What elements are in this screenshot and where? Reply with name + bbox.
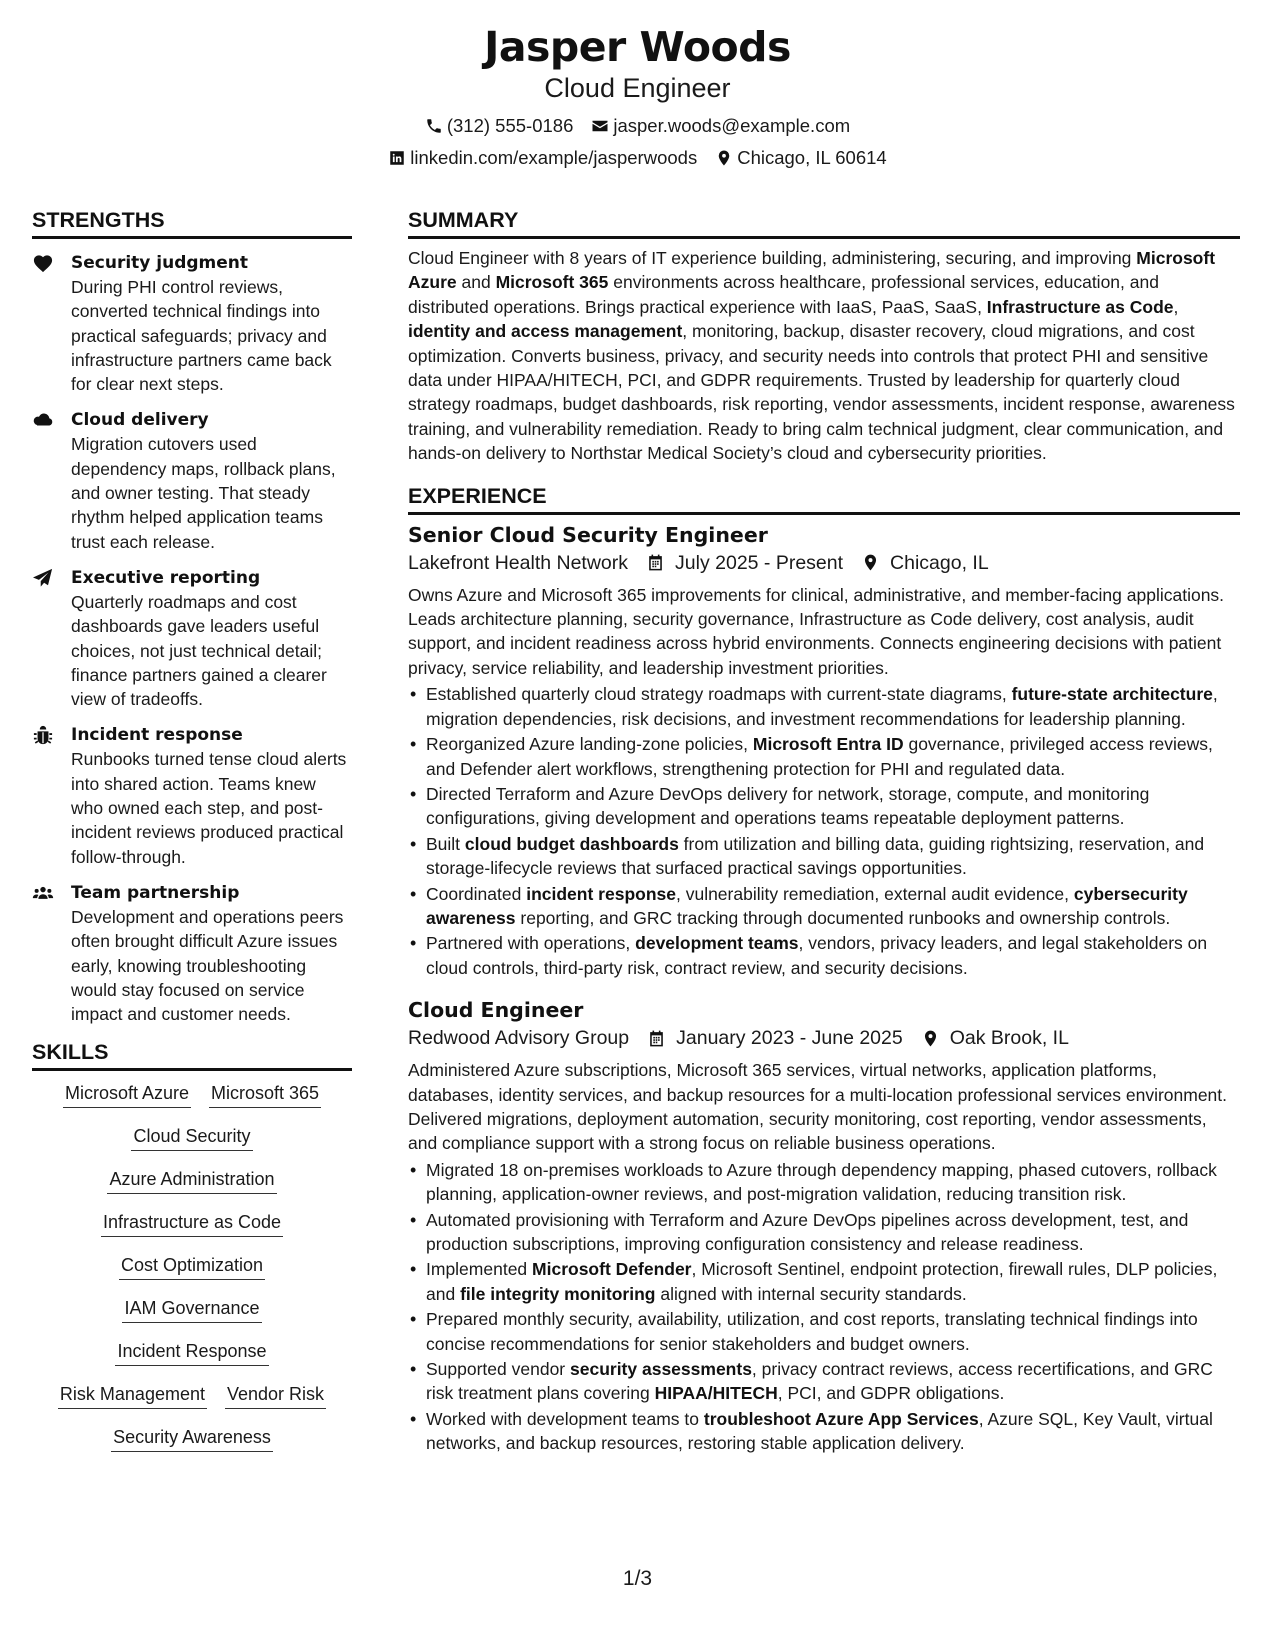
skill-tag: Infrastructure as Code	[101, 1210, 283, 1237]
skill-tag: IAM Governance	[122, 1296, 261, 1323]
strength-item	[32, 881, 352, 1026]
skill-tag: Risk Management	[58, 1382, 207, 1409]
strength-description: Migration cutovers used dependency maps, rollback plans, and owner testing. That steady rhythm helped application teams trust each release.	[71, 434, 336, 552]
left-column	[32, 206, 352, 1468]
job-title: Cloud Engineer	[408, 998, 584, 1023]
candidate-name: Jasper Woods	[484, 23, 791, 71]
strength-title: Incident response	[71, 725, 243, 746]
contact-row-2	[0, 146, 1275, 170]
skills-heading: SKILLS	[32, 1038, 352, 1071]
map-pin-icon	[861, 553, 880, 572]
strength-title: Cloud delivery	[71, 410, 209, 431]
skill-row	[32, 1296, 352, 1323]
skill-row	[32, 1124, 352, 1151]
skills-list	[32, 1081, 352, 1452]
strength-item	[32, 723, 352, 868]
calendar-icon	[647, 1029, 666, 1048]
job-entry	[408, 996, 1240, 1456]
bug-icon	[32, 725, 54, 745]
skill-tag: Incident Response	[115, 1339, 268, 1366]
candidate-role: Cloud Engineer	[544, 73, 731, 103]
job-dates: July 2025 - Present	[675, 551, 844, 574]
strength-item	[32, 251, 352, 396]
strength-item	[32, 408, 352, 553]
heart-icon	[32, 253, 54, 273]
linkedin-contact[interactable]	[388, 146, 697, 170]
skill-row	[32, 1425, 352, 1452]
map-pin-icon	[715, 149, 733, 167]
strength-description: Development and operations peers often brought difficult Azure issues early, knowing troubleshooting would stay focused on service impact and customer needs.	[71, 906, 344, 1025]
calendar-icon	[646, 553, 665, 572]
job-bullet: • Partnered with operations, development teams, vendors, privacy leaders, and legal stakeholders on cloud controls, third-party risk, contract review, and security decisions.	[408, 931, 1240, 980]
paper-plane-icon	[32, 568, 54, 588]
resume-header	[0, 22, 1275, 170]
job-bullets	[408, 1158, 1240, 1456]
job-location: Chicago, IL	[890, 551, 989, 574]
phone-contact[interactable]	[425, 114, 574, 138]
skill-tag: Cloud Security	[131, 1124, 252, 1151]
skill-tag: Azure Administration	[107, 1167, 276, 1194]
cloud-icon	[32, 410, 54, 430]
job-meta	[408, 549, 1240, 577]
job-location: Oak Brook, IL	[949, 1027, 1069, 1050]
company-name: Redwood Advisory Group	[408, 1027, 630, 1050]
job-bullet: • Prepared monthly security, availability, utilization, and cost reports, translating technical findings into concise recommendations for senior stakeholders and budget owners.	[408, 1307, 1240, 1356]
summary-text: Cloud Engineer with 8 years of IT experience building, administering, securing, and improving Microsoft Azure and Microsoft 365 environments across healthcare, professional services, education, and distributed operations. Brings practical experience with IaaS, PaaS, SaaS, Infrastructure as Code, identity and access management, monitoring, backup, disaster recovery, cloud migrations, and cost optimization. Converts business, privacy, and security needs into controls that protect PHI and sensitive data under HIPAA/HITECH, PCI, and GDPR requirements. Trusted by leadership for quarterly cloud strategy roadmaps, budget dashboards, risk reporting, vendor assessments, incident response, awareness training, and vulnerability remediation. Ready to bring calm technical judgment, clear communication, and hands-on delivery to Northstar Medical Society’s cloud and cybersecurity priorities.	[408, 248, 1235, 464]
job-entry	[408, 521, 1240, 981]
job-bullets	[408, 682, 1240, 980]
job-bullet: • Automated provisioning with Terraform and Azure DevOps pipelines across development, test, and production subscriptions, improving configuration consistency and release readiness.	[408, 1208, 1240, 1257]
skill-tag: Vendor Risk	[225, 1382, 326, 1409]
envelope-icon	[591, 117, 609, 135]
strength-title: Executive reporting	[71, 567, 261, 588]
job-bullet: • Reorganized Azure landing-zone policies, Microsoft Entra ID governance, privileged access reviews, and Defender alert workflows, strengthening protection for PHI and regulated data.	[408, 732, 1240, 781]
experience-heading: EXPERIENCE	[408, 482, 1240, 515]
job-title: Senior Cloud Security Engineer	[408, 522, 768, 547]
skill-tag: Microsoft 365	[209, 1081, 321, 1108]
job-dates: January 2023 - June 2025	[676, 1027, 903, 1050]
linkedin-icon	[388, 149, 406, 167]
skill-tag: Microsoft Azure	[63, 1081, 191, 1108]
strength-description: Quarterly roadmaps and cost dashboards gave leaders useful choices, not just technical detail; finance partners gained a clearer view of tradeoffs.	[71, 591, 327, 710]
skill-row	[32, 1339, 352, 1366]
phone-icon	[425, 117, 443, 135]
job-bullet: • Supported vendor security assessments, privacy contract reviews, access recertifications, and GRC risk treatment plans covering HIPAA/HITECH, PCI, and GDPR obligations.	[408, 1357, 1240, 1406]
strength-title: Team partnership	[71, 882, 240, 903]
right-column	[408, 206, 1240, 1457]
company-name: Lakefront Health Network	[408, 551, 629, 574]
skill-row	[32, 1382, 352, 1409]
strength-title: Security judgment	[71, 253, 249, 273]
job-bullet: • Implemented Microsoft Defender, Microsoft Sentinel, endpoint protection, firewall rules, DLP policies, and file integrity monitoring aligned with internal security standards.	[408, 1257, 1240, 1306]
strengths-list	[32, 251, 352, 1026]
users-icon	[32, 883, 54, 903]
location-contact	[715, 146, 886, 170]
skill-row	[32, 1081, 352, 1108]
email-address: jasper.woods@example.com	[613, 115, 851, 136]
job-bullet: • Coordinated incident response, vulnerability remediation, external audit evidence, cybersecurity awareness reporting, and GRC tracking through documented runbooks and ownership controls.	[408, 882, 1240, 931]
job-bullet: • Established quarterly cloud strategy roadmaps with current-state diagrams, future-state architecture, migration dependencies, risk decisions, and investment recommendations for leadership planning.	[408, 682, 1240, 731]
job-description: Administered Azure subscriptions, Microsoft 365 services, virtual networks, application platforms, databases, identity services, and backup resources for a multi-location professional services environment. Delivered migrations, deployment automation, security monitoring, cost reporting, vendor assessments, and compliance support with a strong focus on reliable business operations.	[408, 1060, 1228, 1154]
summary-heading: SUMMARY	[408, 206, 1240, 239]
job-meta	[408, 1024, 1240, 1052]
strength-item	[32, 566, 352, 711]
job-bullet: • Migrated 18 on-premises workloads to Azure through dependency mapping, phased cutovers, rollback planning, application-owner reviews, and post-migration validation, reducing transition risk.	[408, 1158, 1240, 1207]
skill-row	[32, 1210, 352, 1237]
email-contact[interactable]	[591, 114, 850, 138]
strength-description: During PHI control reviews, converted technical findings into practical safeguards; privacy and infrastructure partners came back for clear next steps.	[71, 277, 332, 395]
strengths-heading: STRENGTHS	[32, 206, 352, 239]
skill-tag: Cost Optimization	[119, 1253, 265, 1280]
map-pin-icon	[921, 1029, 940, 1048]
skill-tag: Security Awareness	[111, 1425, 273, 1452]
location-text: Chicago, IL 60614	[737, 147, 887, 168]
skill-row	[32, 1253, 352, 1280]
job-bullet: • Directed Terraform and Azure DevOps delivery for network, storage, compute, and monitoring configurations, giving development and operations teams repeatable deployment patterns.	[408, 782, 1240, 831]
phone-number: (312) 555-0186	[446, 115, 574, 136]
strength-description: Runbooks turned tense cloud alerts into shared action. Teams knew who owned each step, and post-incident reviews produced practical follow-through.	[71, 749, 347, 867]
job-bullet: • Worked with development teams to troubleshoot Azure App Services, Azure SQL, Key Vault, virtual networks, and backup resources, restoring stable application delivery.	[408, 1407, 1240, 1456]
contact-row-1	[0, 114, 1275, 138]
linkedin-url: linkedin.com/example/jasperwoods	[410, 147, 698, 168]
page-number: 1/3	[622, 1567, 653, 1590]
skill-row	[32, 1167, 352, 1194]
job-description: Owns Azure and Microsoft 365 improvements for clinical, administrative, and member-facing applications. Leads architecture planning, security governance, Infrastructure as Code delivery, cost analysis, audit support, and incident readiness across hybrid environments. Connects engineering decisions with patient privacy, service reliability, and leadership investment priorities.	[408, 584, 1225, 678]
job-bullet: • Built cloud budget dashboards from utilization and billing data, guiding rightsizing, reservation, and storage-lifecycle reviews that surfaced practical savings opportunities.	[408, 832, 1240, 881]
